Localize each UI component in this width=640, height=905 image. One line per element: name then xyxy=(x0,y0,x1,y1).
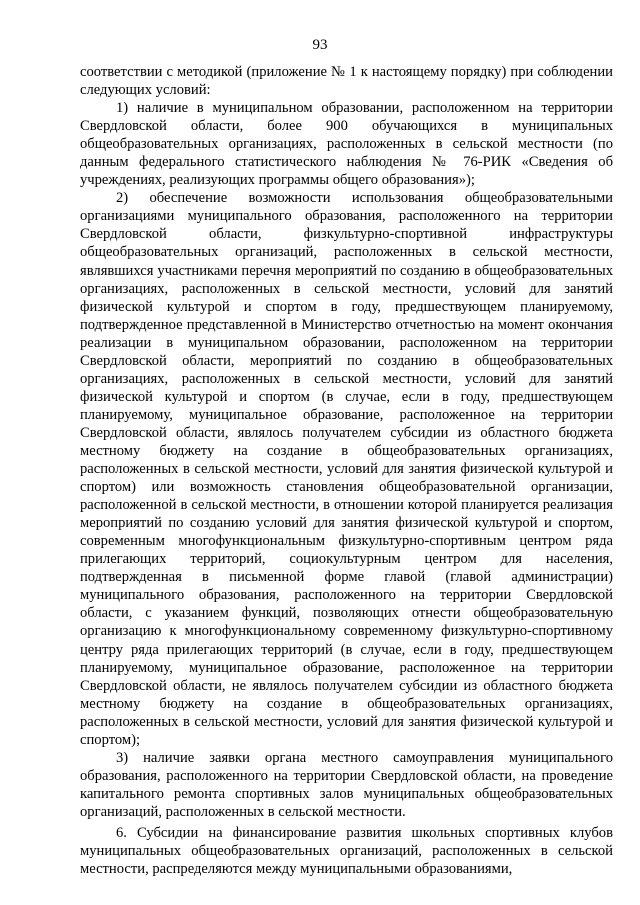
page-number: 93 xyxy=(312,37,328,53)
paragraph-item-6: 6. Субсидии на финансирование развития школьных спортивных клубов муниципальных общеобразовательных организаций, расположенных в сельской местности, распределяются между муниципальными образованиями, xyxy=(80,824,613,878)
document-body xyxy=(80,63,613,878)
paragraph-condition-2: 2) обеспечение возможности использования общеобразовательными организациями муниципального образования, расположенного на территории Свердловской области, физкультурно-спортивной инфраструктуры общеобразовательных организаций, расположенных в сельской местности, являвшихся участниками перечня мероприятий по созданию в общеобразовательных организациях, расположенных в сельской местности, условий для занятий физической культурой и спортом в году, предшествующем планируемому, подтвержденное представленной в Министерство отчетностью на момент окончания реализации в муниципальном образовании, расположенном на территории Свердловской области, мероприятий по созданию в общеобразовательных организациях, расположенных в сельской местности, условий для занятий физической культурой и спортом (в случае, если в году, предшествующем планируемому, муниципальное образование, расположенное на территории Свердловской области, являлось получателем субсидии из областного бюджета местному бюджету на создание в общеобразовательных организациях, расположенных в сельской местности, условий для занятия физической культурой и спортом) или возможность становления общеобразовательной организации, расположенной в сельской местности, в отношении которой планируется реализация мероприятий по созданию условий для занятия физической культурой и спортом, современным многофункциональным физкультурно-спортивным центром ряда прилегающих территорий, социокультурным центром для населения, подтвержденная в письменной форме главой (главой администрации) муниципального образования, расположенного на территории Свердловской области, с указанием функций, позволяющих отнести общеобразовательную организацию к многофункциональному современному физкультурно-спортивному центру ряда прилегающих территорий (в случае, если в году, предшествующем планируемому, муниципальное образование, расположенное на территории Свердловской области, не являлось получателем субсидии из областного бюджета местному бюджету на создание в общеобразовательных организациях, расположенных в сельской местности, условий для занятия физической культурой и спортом); xyxy=(80,190,613,748)
paragraph-condition-3: 3) наличие заявки органа местного самоуправления муниципального образования, расположенного на территории Свердловской области, на проведение капитального ремонта спортивных залов муниципальных общеобразовательных организаций, расположенных в сельской местности. xyxy=(80,749,613,820)
paragraph-condition-1: 1) наличие в муниципальном образовании, расположенном на территории Свердловской области, более 900 обучающихся в муниципальных общеобразовательных организациях, расположенных в сельской местности (по данным федерального статистического наблюдения № 76-РИК «Сведения об учреждениях, реализующих программы общего образования»); xyxy=(80,100,613,189)
paragraph-continuation: соответствии с методикой (приложение № 1 к настоящему порядку) при соблюдении следующих условий: xyxy=(80,64,613,99)
